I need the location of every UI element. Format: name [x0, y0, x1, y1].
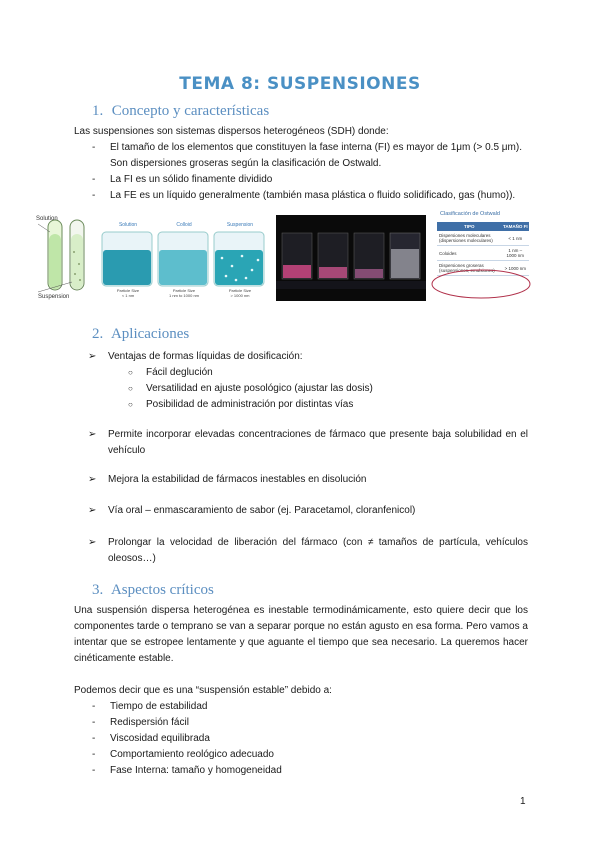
test-tubes-figure [36, 212, 100, 302]
beaker-size-value: 1 nm to 1000 nm [168, 293, 200, 298]
table-row: Dispersiones moleculares (dispersiones moleculares) < 1 nm [437, 231, 529, 246]
section-heading-aspectos [92, 582, 214, 599]
beaker-size-label: Particle Size [172, 288, 196, 293]
suspension-photo [276, 215, 426, 301]
table-header: TIPO [437, 222, 502, 231]
section-intro: Las suspensiones son sistemas dispersos heterogéneos (SDH) donde: [74, 126, 389, 137]
beaker-label-suspension: Suspension [226, 222, 254, 228]
list-item: ➢ Vía oral – enmascaramiento de sabor (ej. Paracetamol, cloranfenicol) [88, 505, 416, 516]
table-row: Coloides 1 nm – 1000 nm [437, 246, 529, 261]
list-item: ➢ Permite incorporar elevadas concentraciones de fármaco que presente baja solubilidad en el vehículo [88, 429, 528, 456]
paragraph: Una suspensión dispersa heterogénea es inestable termodinámicamente, esto quiere decir que los componentes tarde o temprano se van a separar porque no están agusto en esa forma. Pero vamos a intentar que se estropee lentamente y que aguante el tiempo que sea necesario. La queremos hacer cinéticamente estable. [74, 605, 528, 664]
section-number: 1. [92, 103, 104, 119]
table-row: Dispersiones groseras (suspensiones, emulsiones) > 1000 nm [437, 261, 529, 276]
section-number: 3. [92, 582, 104, 598]
beaker-size-label: Particle Size [228, 288, 252, 293]
beaker-label-colloid: Colloid [176, 222, 192, 228]
ostwald-table-title: Clasificación de Ostwald [440, 211, 500, 217]
page-title: TEMA 8: SUSPENSIONES [179, 74, 421, 94]
section-title: Aspectos críticos [110, 582, 214, 598]
section-title: Concepto y características [111, 103, 270, 119]
beaker-size-label: Particle Size [116, 288, 140, 293]
list-item: ➢ Mejora la estabilidad de fármacos inestables en disolución [88, 474, 367, 485]
highlight-ellipse [430, 268, 532, 300]
table-header: TAMAÑO FI [502, 224, 528, 229]
list-item: ➢ Prolongar la velocidad de liberación del fármaco (con ≠ tamaños de partícula, vehículos oleosos…) [88, 537, 528, 564]
beaker-size-value: > 1000 nm [230, 293, 250, 298]
beaker-label-solution: Solution [118, 222, 138, 228]
section-number: 2. [92, 326, 104, 342]
section-title: Aplicaciones [110, 326, 190, 342]
tube-label-solution: Solution [36, 216, 58, 222]
beakers-figure [100, 220, 270, 300]
page-number: 1 [520, 796, 526, 807]
section-heading-concepto [92, 103, 269, 120]
list-item: ➢ Ventajas de formas líquidas de dosificación: [88, 351, 303, 362]
beaker-size-value: < 1 nm [121, 293, 135, 298]
tube-label-suspension: Suspension [38, 294, 70, 300]
section-heading-aplicaciones [92, 326, 189, 343]
paragraph: Podemos decir que es una “suspensión estable” debido a: [74, 685, 332, 696]
